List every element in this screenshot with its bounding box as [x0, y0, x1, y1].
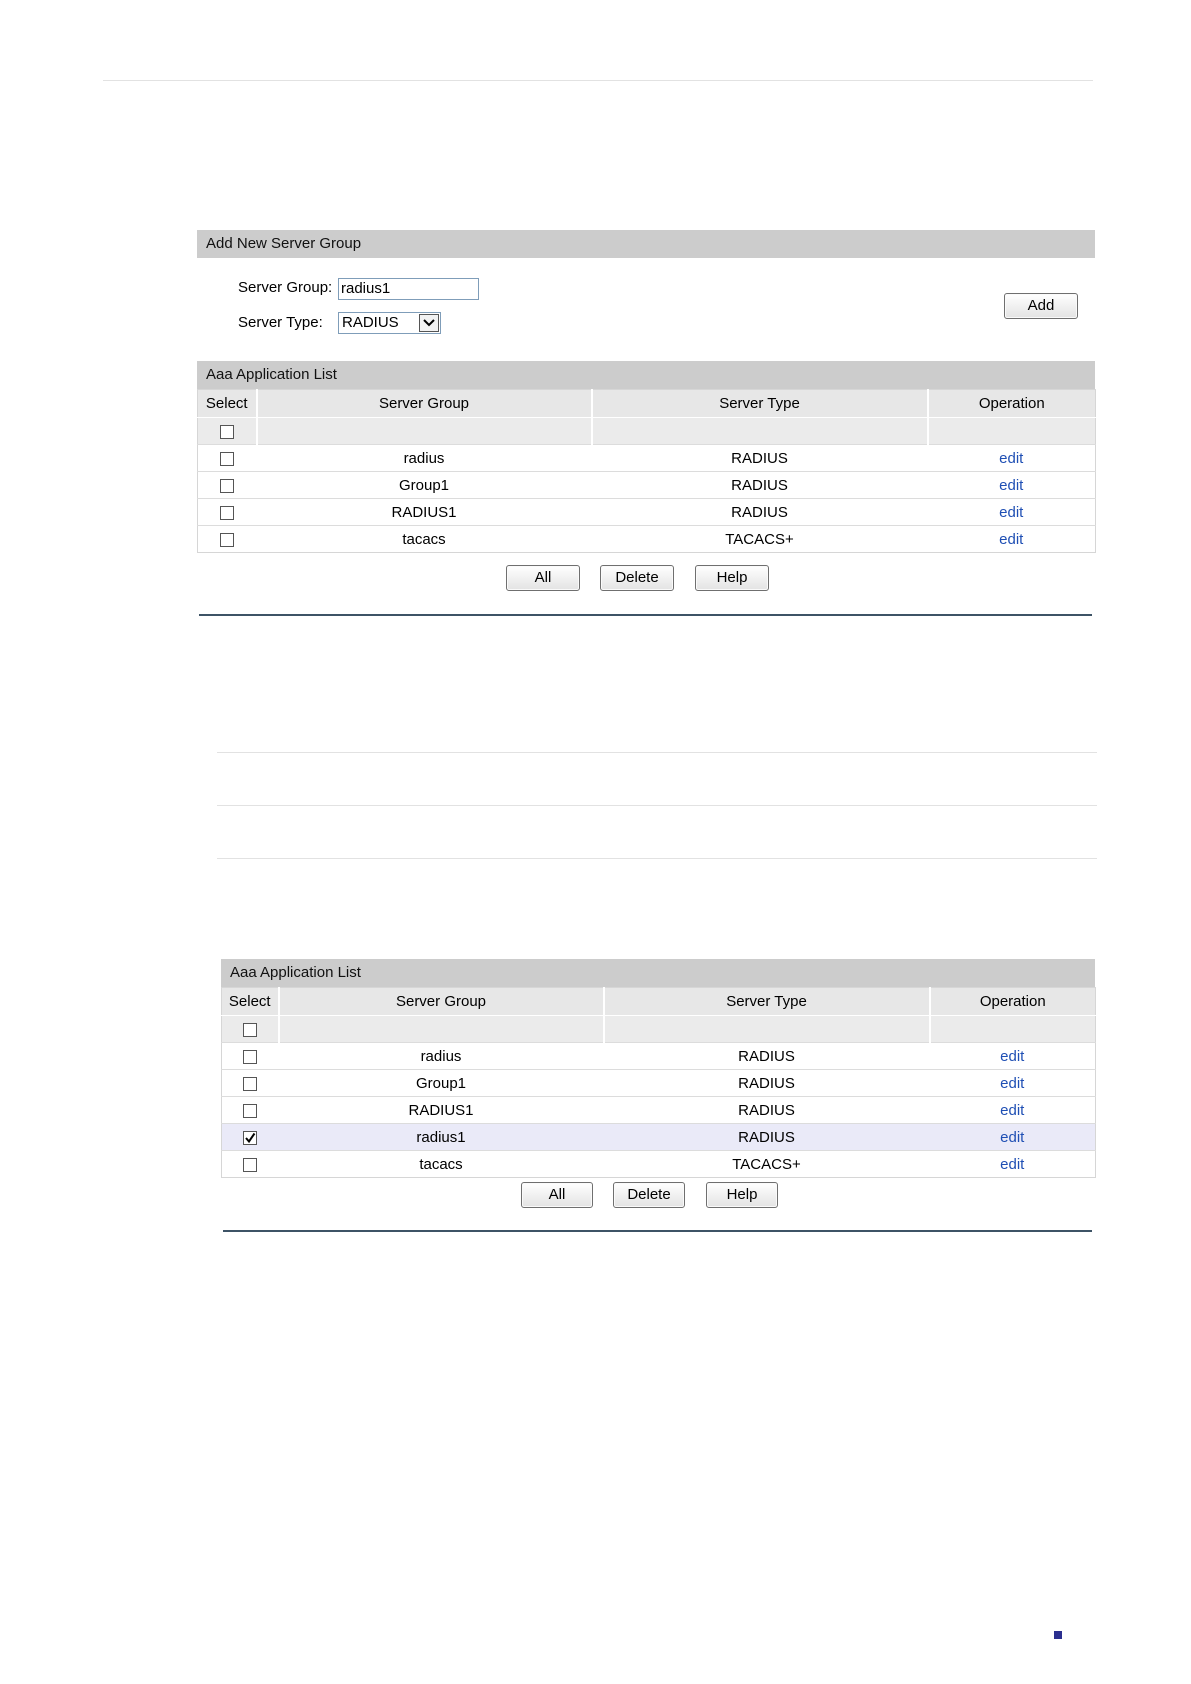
chevron-down-icon[interactable] — [419, 314, 439, 332]
header-divider — [103, 80, 1093, 81]
edit-link[interactable]: edit — [1000, 1155, 1025, 1173]
server-group-input[interactable]: radius1 — [338, 278, 479, 300]
server-type-value: RADIUS — [342, 314, 399, 331]
col-select: Select — [222, 988, 279, 1016]
page-corner-marker-icon — [1054, 1631, 1062, 1639]
col-operation: Operation — [930, 988, 1096, 1016]
select-all-row — [198, 418, 1096, 445]
select-all-checkbox[interactable] — [243, 1023, 257, 1037]
edit-link[interactable]: edit — [999, 476, 1024, 494]
aaa-application-table — [221, 987, 1096, 1178]
delete-button[interactable]: Delete — [613, 1182, 685, 1208]
divider — [217, 805, 1097, 806]
section-divider — [199, 614, 1092, 616]
aaa-application-list-header: Aaa Application List — [221, 959, 1095, 987]
server-type-select[interactable] — [338, 312, 441, 334]
row-server-group: radius — [279, 1043, 604, 1070]
row-server-type: RADIUS — [604, 1070, 930, 1097]
table-row — [198, 499, 1096, 526]
checkmark-icon — [244, 1132, 256, 1144]
table-row — [198, 445, 1096, 472]
table-row — [222, 1151, 1096, 1178]
row-server-group: radius — [257, 445, 592, 472]
row-server-type: TACACS+ — [604, 1151, 930, 1178]
aaa-application-table — [197, 389, 1096, 553]
col-select: Select — [198, 390, 257, 418]
edit-link[interactable]: edit — [1000, 1101, 1025, 1119]
server-group-label: Server Group: — [238, 279, 333, 296]
add-server-group-header: Add New Server Group — [197, 230, 1095, 258]
select-all-row — [222, 1016, 1096, 1043]
row-server-type: RADIUS — [592, 499, 928, 526]
row-server-type: RADIUS — [592, 472, 928, 499]
col-operation: Operation — [928, 390, 1096, 418]
server-type-label: Server Type: — [238, 314, 323, 331]
select-all-checkbox[interactable] — [220, 425, 234, 439]
edit-link[interactable]: edit — [1000, 1047, 1025, 1065]
all-button[interactable]: All — [506, 565, 580, 591]
help-button[interactable]: Help — [706, 1182, 778, 1208]
table-header-row — [222, 988, 1096, 1016]
aaa-application-list-header: Aaa Application List — [197, 361, 1095, 389]
row-checkbox[interactable] — [220, 452, 234, 466]
table-row — [198, 526, 1096, 553]
col-server-group: Server Group — [257, 390, 592, 418]
table-row — [198, 472, 1096, 499]
col-server-type: Server Type — [592, 390, 928, 418]
row-checkbox[interactable] — [220, 533, 234, 547]
edit-link[interactable]: edit — [999, 530, 1024, 548]
edit-link[interactable]: edit — [1000, 1128, 1025, 1146]
col-server-group: Server Group — [279, 988, 604, 1016]
row-server-type: RADIUS — [604, 1124, 930, 1151]
row-checkbox[interactable] — [243, 1077, 257, 1091]
row-checkbox[interactable] — [220, 479, 234, 493]
row-server-group: radius1 — [279, 1124, 604, 1151]
row-checkbox[interactable] — [243, 1050, 257, 1064]
add-button[interactable]: Add — [1004, 293, 1078, 319]
section-divider — [223, 1230, 1092, 1232]
row-server-type: RADIUS — [604, 1097, 930, 1124]
row-server-group: tacacs — [257, 526, 592, 553]
edit-link[interactable]: edit — [1000, 1074, 1025, 1092]
table-header-row — [198, 390, 1096, 418]
row-server-type: RADIUS — [604, 1043, 930, 1070]
edit-link[interactable]: edit — [999, 503, 1024, 521]
row-checkbox[interactable] — [243, 1104, 257, 1118]
row-server-group: Group1 — [279, 1070, 604, 1097]
row-checkbox[interactable] — [243, 1158, 257, 1172]
row-server-group: tacacs — [279, 1151, 604, 1178]
help-button[interactable]: Help — [695, 565, 769, 591]
divider — [217, 858, 1097, 859]
row-server-type: TACACS+ — [592, 526, 928, 553]
table-row — [222, 1043, 1096, 1070]
row-checkbox[interactable] — [220, 506, 234, 520]
divider — [217, 752, 1097, 753]
row-server-group: RADIUS1 — [279, 1097, 604, 1124]
delete-button[interactable]: Delete — [600, 565, 674, 591]
table-row — [222, 1070, 1096, 1097]
row-server-type: RADIUS — [592, 445, 928, 472]
table-row — [222, 1097, 1096, 1124]
table-row-selected — [222, 1124, 1096, 1151]
col-server-type: Server Type — [604, 988, 930, 1016]
all-button[interactable]: All — [521, 1182, 593, 1208]
row-server-group: RADIUS1 — [257, 499, 592, 526]
row-checkbox-checked[interactable] — [243, 1131, 257, 1145]
edit-link[interactable]: edit — [999, 449, 1024, 467]
row-server-group: Group1 — [257, 472, 592, 499]
